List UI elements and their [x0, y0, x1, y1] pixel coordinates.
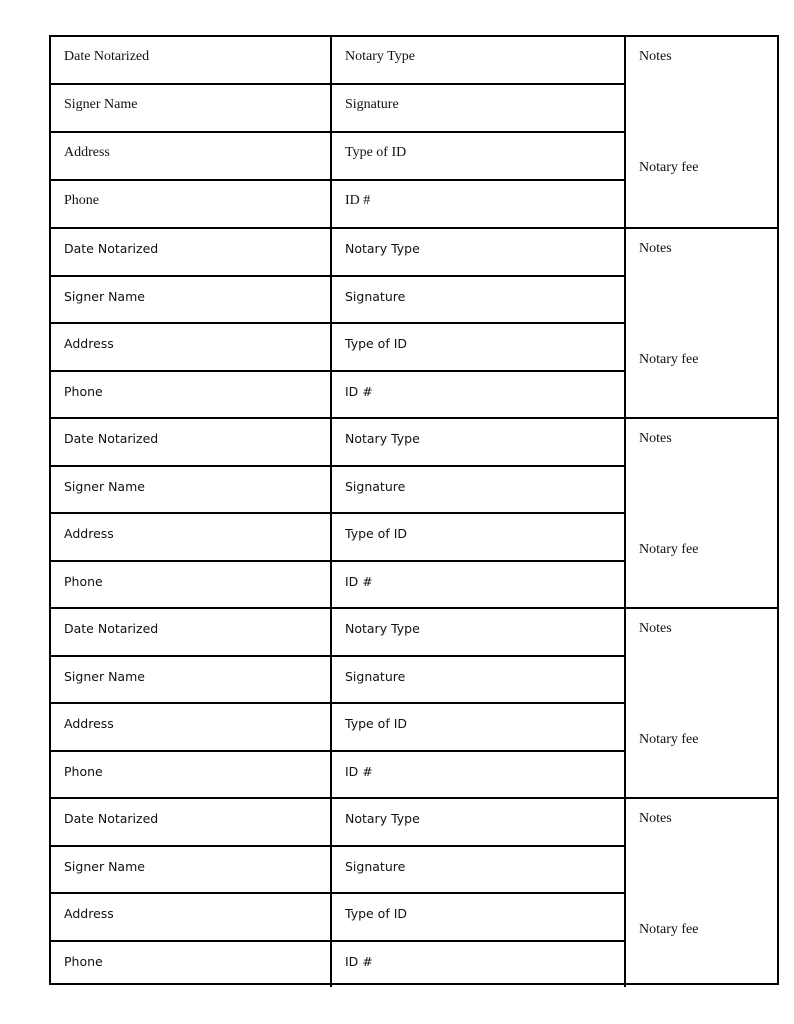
signer-name-label: Signer Name: [64, 97, 138, 112]
id-number-field[interactable]: [332, 179, 624, 227]
signer-name-label: Signer Name: [64, 288, 145, 304]
date-notarized-label: Date Notarized: [64, 241, 159, 256]
address-label: Address: [64, 716, 114, 731]
entry-middle-column: [332, 37, 626, 227]
type-of-id-field[interactable]: [332, 702, 624, 750]
notary-type-field[interactable]: [332, 609, 624, 655]
signature-field[interactable]: [332, 83, 624, 131]
date-notarized-field[interactable]: [51, 799, 330, 845]
entry-left-column: [51, 419, 332, 607]
id-number-label: ID #: [345, 383, 373, 399]
type-of-id-label: Type of ID: [345, 145, 407, 160]
notary-log-table: [49, 35, 779, 985]
id-number-field[interactable]: [332, 560, 624, 608]
notes-label: Notes: [639, 621, 672, 636]
signer-name-field[interactable]: [51, 83, 330, 131]
address-label: Address: [64, 526, 114, 541]
notary-fee-label: Notary fee: [639, 352, 699, 367]
address-field[interactable]: [51, 892, 330, 940]
signer-name-label: Signer Name: [64, 858, 145, 874]
phone-field[interactable]: [51, 750, 330, 798]
type-of-id-label: Type of ID: [345, 716, 408, 731]
date-notarized-field[interactable]: [51, 419, 330, 465]
notes-label: Notes: [639, 49, 672, 64]
notary-type-label: Notary Type: [345, 49, 415, 64]
entry-left-column: [51, 609, 332, 797]
date-notarized-label: Date Notarized: [64, 431, 159, 446]
notary-fee-label: Notary fee: [639, 160, 699, 175]
notary-type-label: Notary Type: [345, 621, 420, 636]
notes-label: Notes: [639, 431, 672, 446]
entry-middle-column: [332, 419, 626, 607]
type-of-id-label: Type of ID: [345, 336, 408, 351]
phone-field[interactable]: [51, 179, 330, 227]
signature-field[interactable]: [332, 845, 624, 893]
address-label: Address: [64, 145, 110, 160]
phone-field[interactable]: [51, 560, 330, 608]
type-of-id-field[interactable]: [332, 512, 624, 560]
signer-name-field[interactable]: [51, 845, 330, 893]
notary-fee-label: Notary fee: [639, 732, 699, 747]
id-number-label: ID #: [345, 193, 371, 208]
notary-fee-label: Notary fee: [639, 922, 699, 937]
signature-field[interactable]: [332, 465, 624, 513]
signature-label: Signature: [345, 288, 406, 304]
date-notarized-field[interactable]: [51, 37, 330, 83]
id-number-field[interactable]: [332, 750, 624, 798]
entry-middle-column: [332, 609, 626, 797]
id-number-field[interactable]: [332, 370, 624, 418]
notary-type-field[interactable]: [332, 229, 624, 275]
signer-name-label: Signer Name: [64, 478, 145, 494]
entry-left-column: [51, 37, 332, 227]
notary-type-field[interactable]: [332, 799, 624, 845]
notary-type-label: Notary Type: [345, 431, 420, 446]
signature-label: Signature: [345, 668, 406, 684]
phone-label: Phone: [64, 953, 103, 969]
signer-name-field[interactable]: [51, 655, 330, 703]
log-entry: [51, 227, 777, 417]
type-of-id-label: Type of ID: [345, 526, 408, 541]
log-entry: [51, 607, 777, 797]
notes-field[interactable]: [626, 37, 777, 227]
log-entry: [51, 417, 777, 607]
notes-field[interactable]: [626, 229, 777, 417]
address-label: Address: [64, 906, 114, 921]
date-notarized-label: Date Notarized: [64, 49, 150, 64]
address-field[interactable]: [51, 702, 330, 750]
phone-field[interactable]: [51, 370, 330, 418]
entry-middle-column: [332, 229, 626, 417]
entry-middle-column: [332, 799, 626, 987]
phone-label: Phone: [64, 383, 103, 399]
notary-fee-label: Notary fee: [639, 542, 699, 557]
phone-label: Phone: [64, 763, 103, 779]
id-number-field[interactable]: [332, 940, 624, 988]
address-field[interactable]: [51, 512, 330, 560]
type-of-id-field[interactable]: [332, 892, 624, 940]
notes-field[interactable]: [626, 799, 777, 987]
address-field[interactable]: [51, 322, 330, 370]
log-entry: [51, 797, 777, 987]
signature-field[interactable]: [332, 655, 624, 703]
notary-type-label: Notary Type: [345, 241, 420, 256]
notes-field[interactable]: [626, 419, 777, 607]
notes-label: Notes: [639, 811, 672, 826]
address-label: Address: [64, 336, 114, 351]
date-notarized-field[interactable]: [51, 229, 330, 275]
signer-name-label: Signer Name: [64, 668, 145, 684]
signer-name-field[interactable]: [51, 465, 330, 513]
date-notarized-label: Date Notarized: [64, 811, 159, 826]
signer-name-field[interactable]: [51, 275, 330, 323]
signature-label: Signature: [345, 478, 406, 494]
id-number-label: ID #: [345, 573, 373, 589]
signature-label: Signature: [345, 858, 406, 874]
date-notarized-label: Date Notarized: [64, 621, 159, 636]
notes-field[interactable]: [626, 609, 777, 797]
address-field[interactable]: [51, 131, 330, 179]
log-entry: [51, 37, 777, 227]
notary-type-field[interactable]: [332, 37, 624, 83]
entry-left-column: [51, 229, 332, 417]
notes-label: Notes: [639, 241, 672, 256]
signature-field[interactable]: [332, 275, 624, 323]
type-of-id-field[interactable]: [332, 131, 624, 179]
type-of-id-label: Type of ID: [345, 906, 408, 921]
entry-left-column: [51, 799, 332, 987]
id-number-label: ID #: [345, 953, 373, 969]
phone-label: Phone: [64, 193, 99, 208]
date-notarized-field[interactable]: [51, 609, 330, 655]
phone-label: Phone: [64, 573, 103, 589]
notary-type-field[interactable]: [332, 419, 624, 465]
phone-field[interactable]: [51, 940, 330, 988]
notary-type-label: Notary Type: [345, 811, 420, 826]
signature-label: Signature: [345, 97, 399, 112]
type-of-id-field[interactable]: [332, 322, 624, 370]
id-number-label: ID #: [345, 763, 373, 779]
